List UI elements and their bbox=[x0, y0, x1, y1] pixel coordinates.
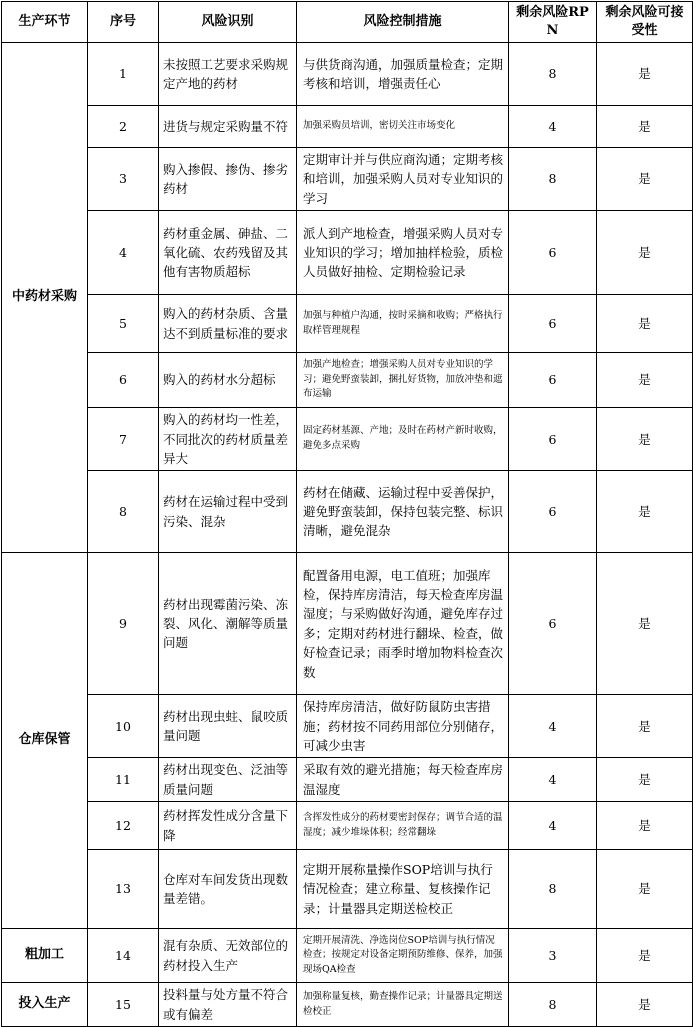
acceptable-cell: 是 bbox=[597, 695, 693, 758]
header-rpn: 剩余风险RPN bbox=[509, 2, 597, 43]
acceptable-cell: 是 bbox=[597, 211, 693, 295]
rpn-cell: 4 bbox=[509, 106, 597, 148]
risk-cell: 进货与规定采购量不符 bbox=[159, 106, 297, 148]
acceptable-cell: 是 bbox=[597, 106, 693, 148]
rpn-cell: 8 bbox=[509, 983, 597, 1027]
table-row bbox=[2, 148, 693, 211]
risk-cell: 药材挥发性成分含量下降 bbox=[159, 802, 297, 850]
table-row bbox=[2, 408, 693, 471]
rpn-cell: 4 bbox=[509, 758, 597, 802]
stage-cell bbox=[2, 929, 88, 983]
risk-cell: 仓库对车间发货出现数量差错。 bbox=[159, 850, 297, 929]
risk-cell: 药材出现虫蛀、鼠咬质量问题 bbox=[159, 695, 297, 758]
rpn-cell: 4 bbox=[509, 695, 597, 758]
row-number: 2 bbox=[88, 106, 159, 148]
control-cell: 加强称量复核，勤查操作记录；计量器具定期送检校正 bbox=[297, 983, 509, 1027]
control-cell: 固定药材基源、产地；及时在药材产新时收购，避免多点采购 bbox=[297, 408, 509, 471]
table-row bbox=[2, 553, 693, 695]
control-cell: 配置备用电源，电工值班；加强库检，保持库房清洁，每天检查库房温湿度；与采购做好沟通，避免库存过多；定期对药材进行翻垛、检查，做好检查记录；雨季时增加物料检查次数 bbox=[297, 553, 509, 695]
stage-label: 粗加工 bbox=[24, 947, 64, 963]
header-risk: 风险识别 bbox=[159, 2, 297, 43]
rpn-cell: 6 bbox=[509, 471, 597, 553]
table-row bbox=[2, 211, 693, 295]
control-cell: 加强产地检查；增强采购人员对专业知识的学习；避免野蛮装卸，捆扎好货物，加放冲垫和遮布运输 bbox=[297, 353, 509, 408]
stage-cell bbox=[2, 983, 88, 1027]
risk-cell: 购入的药材均一性差，不同批次的药材质量差异大 bbox=[159, 408, 297, 471]
risk-cell: 投料量与处方量不符合或有偏差 bbox=[159, 983, 297, 1027]
rpn-cell: 6 bbox=[509, 553, 597, 695]
acceptable-cell: 是 bbox=[597, 553, 693, 695]
acceptable-cell: 是 bbox=[597, 408, 693, 471]
rpn-cell: 6 bbox=[509, 408, 597, 471]
row-number: 7 bbox=[88, 408, 159, 471]
table-row bbox=[2, 106, 693, 148]
acceptable-cell: 是 bbox=[597, 758, 693, 802]
header-no: 序号 bbox=[88, 2, 159, 43]
row-number: 8 bbox=[88, 471, 159, 553]
control-cell: 加强与种植户沟通，按时采摘和收购；严格执行取样管理规程 bbox=[297, 295, 509, 353]
header-row bbox=[2, 2, 693, 43]
rpn-cell: 6 bbox=[509, 295, 597, 353]
table-row bbox=[2, 43, 693, 106]
row-number: 9 bbox=[88, 553, 159, 695]
rpn-cell: 8 bbox=[509, 850, 597, 929]
rpn-cell: 6 bbox=[509, 353, 597, 408]
row-number: 13 bbox=[88, 850, 159, 929]
row-number: 15 bbox=[88, 983, 159, 1027]
acceptable-cell: 是 bbox=[597, 148, 693, 211]
row-number: 1 bbox=[88, 43, 159, 106]
risk-cell: 药材出现变色、泛油等质量问题 bbox=[159, 758, 297, 802]
risk-cell: 购入的药材杂质、含量达不到质量标准的要求 bbox=[159, 295, 297, 353]
control-cell: 加强采购员培训，密切关注市场变化 bbox=[297, 106, 509, 148]
table-row bbox=[2, 295, 693, 353]
acceptable-cell: 是 bbox=[597, 471, 693, 553]
risk-cell: 购入的药材水分超标 bbox=[159, 353, 297, 408]
control-cell: 定期开展称量操作SOP培训与执行情况检查；建立称量、复核操作记录；计量器具定期送检校正 bbox=[297, 850, 509, 929]
control-cell: 派人到产地检查，增强采购人员对专业知识的学习；增加抽样检验，质检人员做好抽检、定期检验记录 bbox=[297, 211, 509, 295]
control-cell: 定期审计并与供应商沟通；定期考核和培训，加强采购人员对专业知识的学习 bbox=[297, 148, 509, 211]
rpn-cell: 8 bbox=[509, 148, 597, 211]
table-row bbox=[2, 353, 693, 408]
risk-table bbox=[1, 1, 693, 1027]
control-cell: 药材在储藏、运输过程中妥善保护，避免野蛮装卸，保持包装完整、标识清晰，避免混杂 bbox=[297, 471, 509, 553]
acceptable-cell: 是 bbox=[597, 983, 693, 1027]
risk-cell: 药材出现霉菌污染、冻裂、风化、潮解等质量问题 bbox=[159, 553, 297, 695]
table-row bbox=[2, 471, 693, 553]
acceptable-cell: 是 bbox=[597, 43, 693, 106]
row-number: 6 bbox=[88, 353, 159, 408]
row-number: 5 bbox=[88, 295, 159, 353]
control-cell: 采取有效的避光措施；每天检查库房温湿度 bbox=[297, 758, 509, 802]
row-number: 11 bbox=[88, 758, 159, 802]
acceptable-cell: 是 bbox=[597, 353, 693, 408]
acceptable-cell: 是 bbox=[597, 295, 693, 353]
control-cell: 与供货商沟通，加强质量检查；定期考核和培训，增强责任心 bbox=[297, 43, 509, 106]
risk-cell: 药材在运输过程中受到污染、混杂 bbox=[159, 471, 297, 553]
rpn-cell: 4 bbox=[509, 802, 597, 850]
acceptable-cell: 是 bbox=[597, 802, 693, 850]
acceptable-cell: 是 bbox=[597, 850, 693, 929]
acceptable-cell: 是 bbox=[597, 929, 693, 983]
stage-cell bbox=[2, 43, 88, 553]
table-row bbox=[2, 695, 693, 758]
table-row bbox=[2, 758, 693, 802]
control-cell: 含挥发性成分的药材要密封保存；调节合适的温湿度；减少堆垛体积；经常翻垛 bbox=[297, 802, 509, 850]
risk-cell: 混有杂质、无效部位的药材投入生产 bbox=[159, 929, 297, 983]
risk-cell: 药材重金属、砷盐、二氧化硫、农药残留及其他有害物质超标 bbox=[159, 211, 297, 295]
stage-label: 投入生产 bbox=[18, 996, 71, 1012]
rpn-cell: 8 bbox=[509, 43, 597, 106]
header-control: 风险控制措施 bbox=[297, 2, 509, 43]
stage-cell bbox=[2, 553, 88, 929]
stage-label: 中药材采购 bbox=[11, 289, 77, 305]
row-number: 14 bbox=[88, 929, 159, 983]
stage-label: 仓库保管 bbox=[18, 732, 71, 748]
risk-cell: 购入掺假、掺伪、掺劣药材 bbox=[159, 148, 297, 211]
risk-cell: 未按照工艺要求采购规定产地的药材 bbox=[159, 43, 297, 106]
header-acceptable: 剩余风险可接受性 bbox=[597, 2, 693, 43]
table-row bbox=[2, 983, 693, 1027]
control-cell: 保持库房清洁，做好防鼠防虫害措施；药材按不同药用部位分别储存，可减少虫害 bbox=[297, 695, 509, 758]
table-row bbox=[2, 850, 693, 929]
row-number: 4 bbox=[88, 211, 159, 295]
row-number: 10 bbox=[88, 695, 159, 758]
rpn-cell: 6 bbox=[509, 211, 597, 295]
table-row bbox=[2, 929, 693, 983]
table-row bbox=[2, 802, 693, 850]
row-number: 12 bbox=[88, 802, 159, 850]
rpn-cell: 3 bbox=[509, 929, 597, 983]
row-number: 3 bbox=[88, 148, 159, 211]
control-cell: 定期开展清洗、净选岗位SOP培训与执行情况检查；按规定对设备定期预防维修、保养，加强现场QA检查 bbox=[297, 929, 509, 983]
header-stage: 生产环节 bbox=[2, 2, 88, 43]
